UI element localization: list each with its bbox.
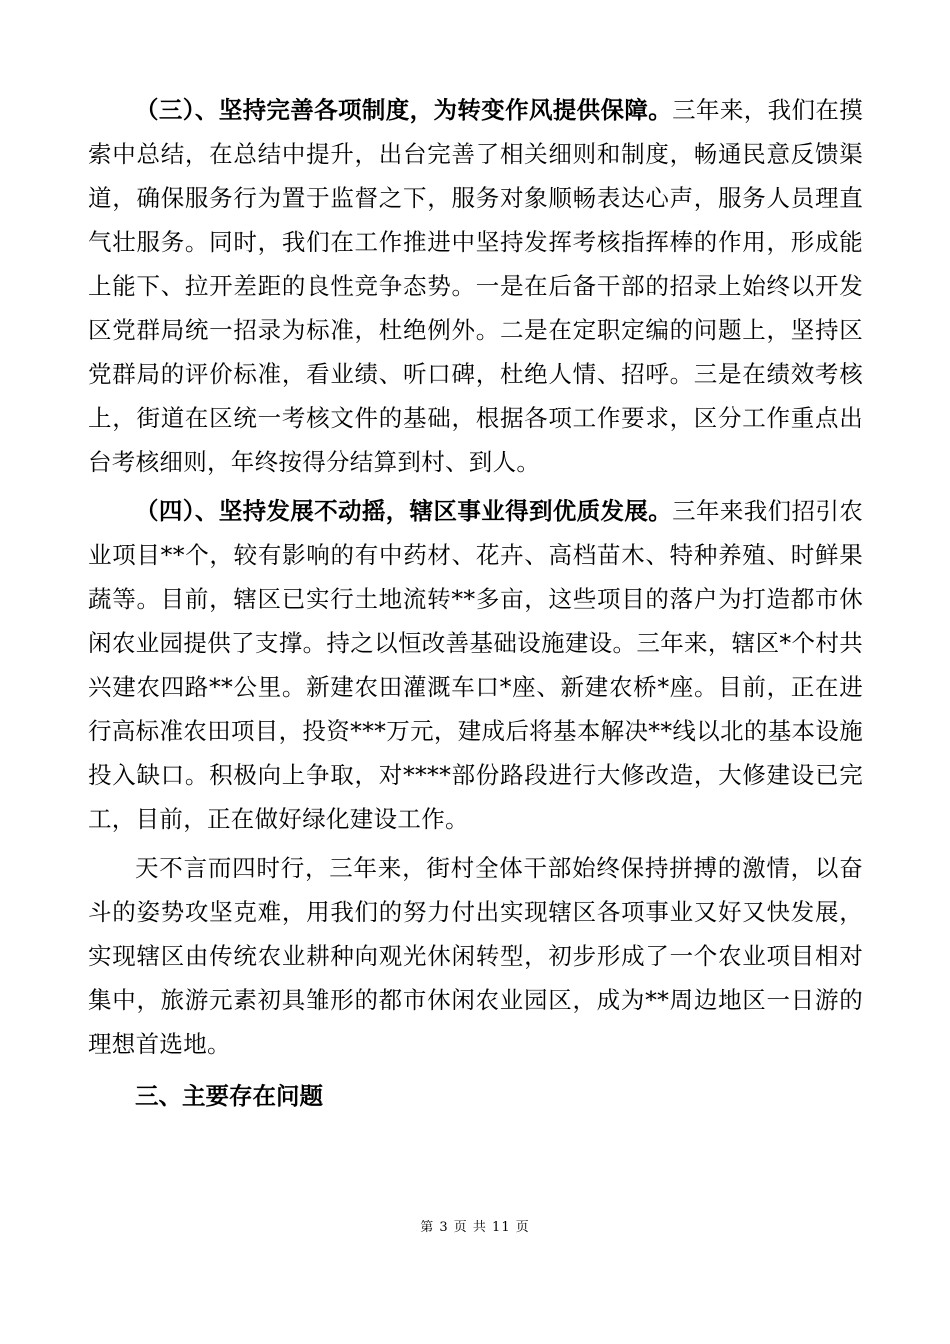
page-footer: 第 3 页 共 11 页	[420, 1220, 530, 1235]
paragraph-four-lead: （四）、坚持发展不动摇，辖区事业得到优质发展。	[135, 497, 673, 525]
paragraph-three-lead: （三）、坚持完善各项制度，为转变作风提供保障。	[135, 96, 673, 124]
paragraph-three-body: 三年来，我们在摸索中总结，在总结中提升，出台完善了相关细则和制度，畅通民意反馈渠道，确保服务行为置于监督之下，服务对象顺畅表达心声，服务人员理直气壮服务。同时，我们在工作推进中坚持发挥考核指挥棒的作用，形成能上能下、拉开差距的良性竞争态势。一是在后备干部的招录上始终以开发区党群局统一招录为标准，杜绝例外。二是在定职定编的问题上，坚持区党群局的评价标准，看业绩、听口碑，杜绝人情、招呼。三是在绩效考核上，街道在区统一考核文件的基础，根据各项工作要求，区分工作重点出台考核细则，年终按得分结算到村、到人。	[88, 96, 863, 476]
section-heading: 三、主要存在问题	[135, 1082, 323, 1110]
paragraph-summary-body: 天不言而四时行，三年来，街村全体干部始终保持拼搏的激情，以奋斗的姿势攻坚克难，用我们的努力付出实现辖区各项事业又好又快发展，实现辖区由传统农业耕种向观光休闲转型，初步形成了一个农业项目相对集中，旅游元素初具雏形的都市休闲农业园区，成为**周边地区一日游的理想首选地。	[88, 854, 863, 1058]
paragraph-summary	[88, 846, 863, 1066]
paragraph-four	[88, 489, 863, 841]
document-page	[88, 88, 863, 1118]
paragraph-four-body: 三年来我们招引农业项目**个，较有影响的有中药材、花卉、高档苗木、特种养殖、时鲜果蔬等。目前，辖区已实行土地流转**多亩，这些项目的落户为打造都市休闲农业园提供了支撑。持之以恒改善基础设施建设。三年来，辖区*个村共兴建农四路**公里。新建农田灌溉车口*座、新建农桥*座。目前，正在进行高标准农田项目，投资***万元，建成后将基本解决**线以北的基本设施投入缺口。积极向上争取，对****部份路段进行大修改造，大修建设已完工，目前，正在做好绿化建设工作。	[88, 497, 863, 833]
paragraph-three	[88, 88, 863, 484]
